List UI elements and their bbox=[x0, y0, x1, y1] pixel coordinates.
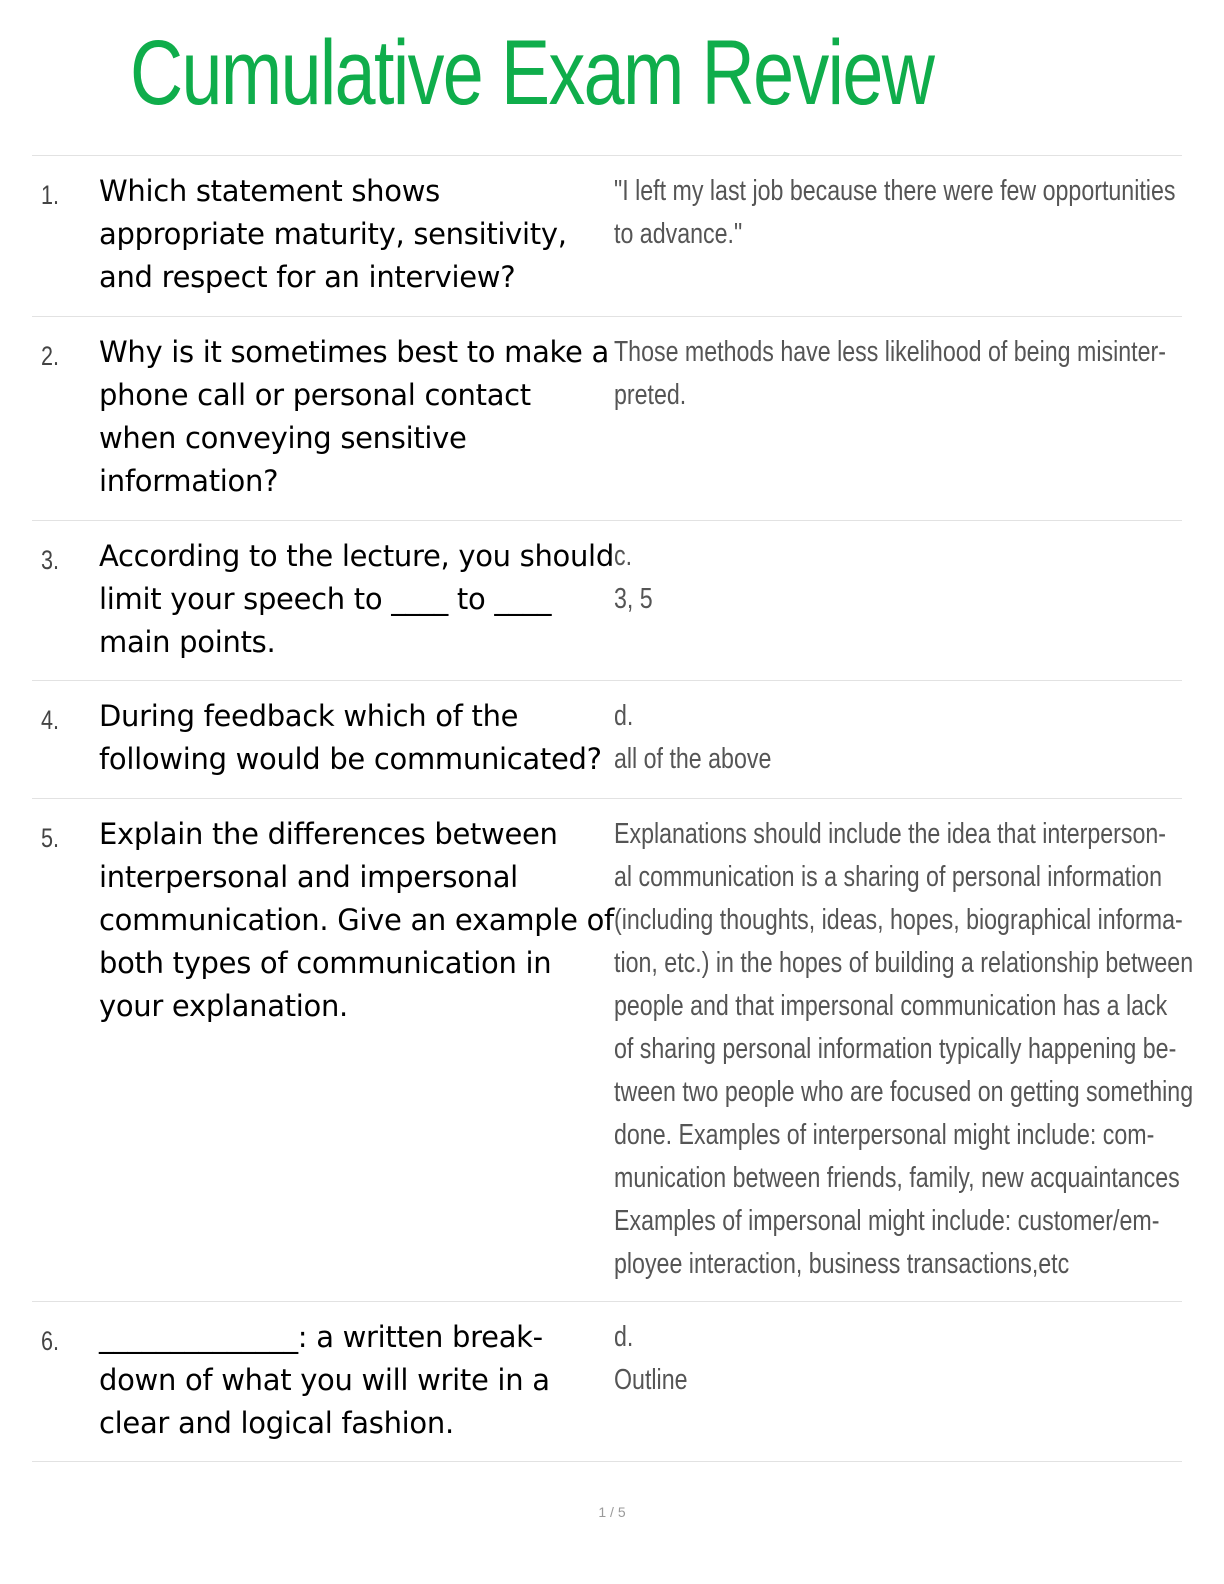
question-number: 5. bbox=[41, 823, 60, 853]
question-number: 1. bbox=[41, 180, 60, 210]
question-text: During feedback which of the following would be communicated? bbox=[99, 699, 602, 776]
answer-line: d. bbox=[614, 1321, 634, 1353]
question-text: Why is it sometimes best to make a phone call or personal contact when conveying sensitive information? bbox=[99, 335, 609, 498]
answer-line: Those methods have less likelihood of being misinter- bbox=[614, 336, 1166, 368]
answer-text bbox=[614, 535, 1164, 621]
answer-text bbox=[614, 695, 1164, 781]
qa-row-4 bbox=[32, 681, 1182, 799]
qa-row-3 bbox=[32, 521, 1182, 681]
answer-line: (including thoughts, ideas, hopes, biographical informa- bbox=[614, 904, 1183, 936]
answer-line: Examples of impersonal might include: customer/em- bbox=[614, 1205, 1160, 1237]
answer-line: munication between friends, family, new acquaintances bbox=[614, 1162, 1180, 1194]
answer-line: tween two people who are focused on getting something bbox=[614, 1076, 1194, 1108]
question-number: 4. bbox=[41, 705, 60, 735]
question-text: Which statement shows appropriate maturity, sensitivity, and respect for an interview? bbox=[99, 174, 567, 294]
qa-row-2 bbox=[32, 317, 1182, 521]
question-number: 2. bbox=[41, 341, 60, 371]
question-text: Explain the differences between interpersonal and impersonal communication. Give an example of both types of communication in your explanation. bbox=[99, 817, 614, 1023]
answer-line: al communication is a sharing of personal information bbox=[614, 861, 1163, 893]
answer-line: people and that impersonal communication has a lack bbox=[614, 990, 1168, 1022]
answer-text bbox=[614, 170, 1176, 256]
answer-line: Explanations should include the idea that interperson- bbox=[614, 818, 1167, 850]
question-number: 3. bbox=[41, 545, 60, 575]
answer-text bbox=[614, 331, 1164, 417]
qa-row-5 bbox=[32, 799, 1194, 1302]
qa-row-6 bbox=[32, 1302, 1182, 1462]
question-text: According to the lecture, you should limit your speech to ____ to ____ main points. bbox=[99, 539, 614, 659]
answer-line: d. bbox=[614, 700, 634, 732]
answer-text bbox=[614, 1316, 1164, 1402]
qa-row-1 bbox=[32, 156, 1182, 317]
answer-line: ployee interaction, business transactions,etc bbox=[614, 1248, 1070, 1280]
page-title: Cumulative Exam Review bbox=[130, 22, 934, 124]
answer-line: Outline bbox=[614, 1364, 688, 1396]
answer-line: all of the above bbox=[614, 743, 772, 775]
answer-line: of sharing personal information typically happening be- bbox=[614, 1033, 1177, 1065]
page-number: 1 / 5 bbox=[598, 1504, 626, 1520]
question-text: ______________: a written break-down of what you will write in a clear and logical fashion. bbox=[99, 1320, 550, 1440]
answer-line: tion, etc.) in the hopes of building a relationship between bbox=[614, 947, 1194, 979]
answer-line: done. Examples of interpersonal might include: com- bbox=[614, 1119, 1155, 1151]
answer-line: to advance." bbox=[614, 218, 743, 250]
answer-line: "I left my last job because there were few opportunities bbox=[614, 175, 1176, 207]
question-number: 6. bbox=[41, 1326, 60, 1356]
answer-text bbox=[614, 813, 1194, 1286]
qa-list bbox=[32, 155, 1194, 1462]
answer-line: c. bbox=[614, 540, 633, 572]
answer-line: preted. bbox=[614, 379, 687, 411]
answer-line: 3, 5 bbox=[614, 583, 653, 615]
